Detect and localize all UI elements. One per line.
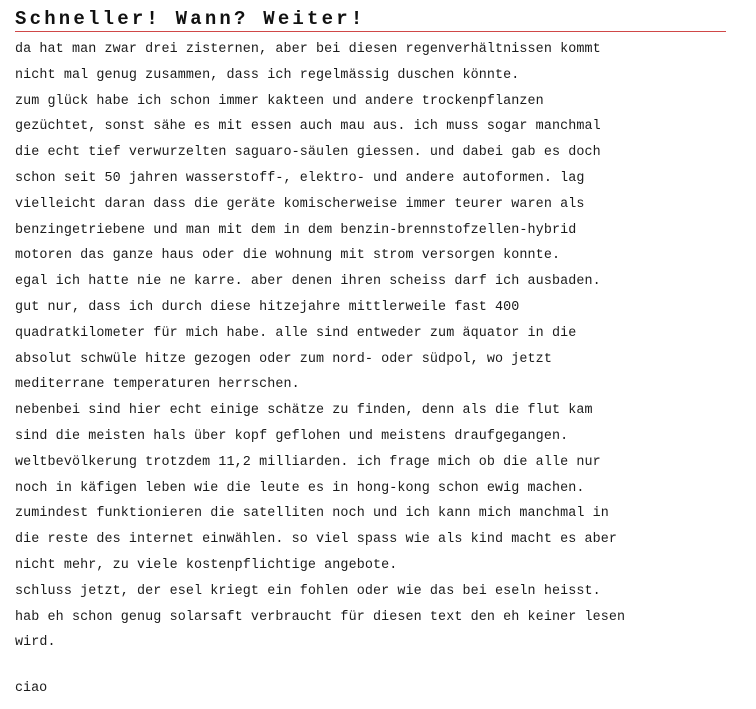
body-line: schluss jetzt, der esel kriegt ein fohlen oder wie das bei eseln heisst. bbox=[15, 583, 601, 599]
body-line: gut nur, dass ich durch diese hitzejahre mittlerweile fast 400 bbox=[15, 299, 520, 315]
body-line: vielleicht daran dass die geräte komischerweise immer teurer waren als bbox=[15, 196, 585, 212]
body-line: nicht mal genug zusammen, dass ich regelmässig duschen könnte. bbox=[15, 67, 520, 83]
body-line: noch in käfigen leben wie die leute es in hong-kong schon ewig machen. bbox=[15, 480, 585, 496]
post-signoff: ciao bbox=[15, 681, 48, 696]
body-line: gezüchtet, sonst sähe es mit essen auch mau aus. ich muss sogar manchmal bbox=[15, 119, 601, 135]
body-line: zum glück habe ich schon immer kakteen und andere trockenpflanzen bbox=[15, 93, 544, 109]
body-line: absolut schwüle hitze gezogen oder zum nord- oder südpol, wo jetzt bbox=[15, 351, 552, 367]
body-line: egal ich hatte nie ne karre. aber denen ihren scheiss darf ich ausbaden. bbox=[15, 274, 601, 290]
body-line: weltbevölkerung trotzdem 11,2 milliarden. ich frage mich ob die alle nur bbox=[15, 454, 601, 470]
body-line: wird. bbox=[15, 635, 56, 651]
body-line: schon seit 50 jahren wasserstoff-, elektro- und andere autoformen. lag bbox=[15, 170, 585, 186]
body-line: sind die meisten hals über kopf geflohen und meistens draufgegangen. bbox=[15, 428, 569, 444]
post-title: Schneller! Wann? Weiter! bbox=[15, 8, 366, 30]
body-line: da hat man zwar drei zisternen, aber bei diesen regenverhältnissen kommt bbox=[15, 42, 601, 57]
body-line: mediterrane temperaturen herrschen. bbox=[15, 377, 300, 393]
body-line: die echt tief verwurzelten saguaro-säulen giessen. und dabei gab es doch bbox=[15, 145, 601, 161]
body-line: nicht mehr, zu viele kostenpflichtige angebote. bbox=[15, 557, 398, 573]
body-line: motoren das ganze haus oder die wohnung mit strom versorgen konnte. bbox=[15, 248, 561, 264]
body-line: zumindest funktionieren die satelliten noch und ich kann mich manchmal in bbox=[15, 506, 609, 522]
body-line: nebenbei sind hier echt einige schätze zu finden, denn als die flut kam bbox=[15, 403, 593, 419]
body-line: hab eh schon genug solarsaft verbraucht für diesen text den eh keiner lesen bbox=[15, 609, 626, 625]
body-line: die reste des internet einwählen. so viel spass wie als kind macht es aber bbox=[15, 532, 618, 548]
title-divider bbox=[15, 31, 726, 32]
body-line: benzingetriebene und man mit dem in dem benzin-brennstofzellen-hybrid bbox=[15, 222, 577, 238]
body-line: quadratkilometer für mich habe. alle sind entweder zum äquator in die bbox=[15, 325, 577, 341]
post-body bbox=[15, 37, 743, 656]
